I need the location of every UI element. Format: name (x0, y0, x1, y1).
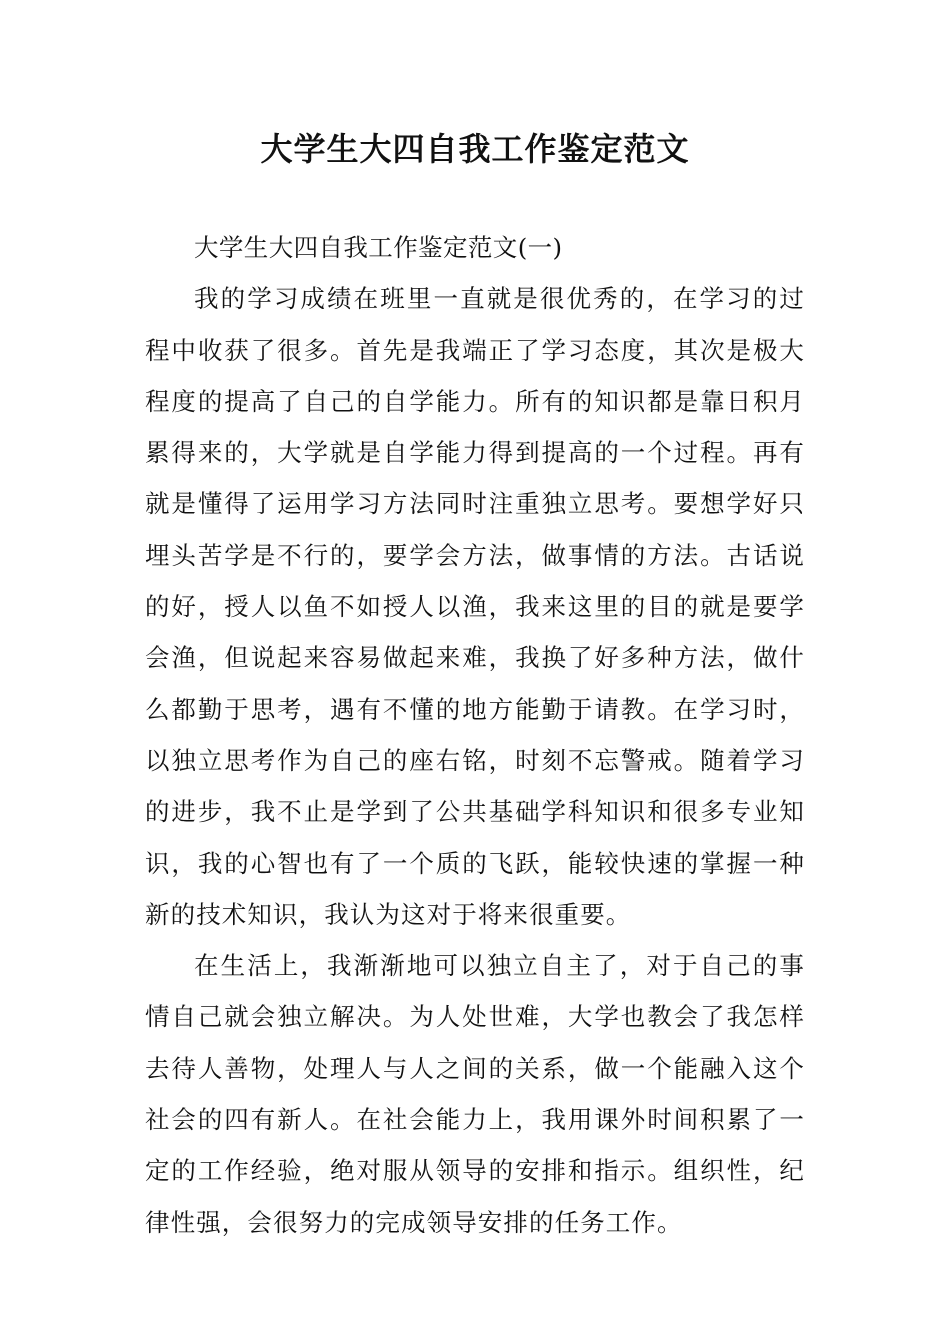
document-body (145, 222, 805, 1248)
paragraph-life: 在生活上，我渐渐地可以独立自主了，对于自己的事情自己就会独立解决。为人处世难，大学也教会了我怎样去待人善物，处理人与人之间的关系，做一个能融入这个社会的四有新人。在社会能力上，我用课外时间积累了一定的工作经验，绝对服从领导的安排和指示。组织性，纪律性强，会很努力的完成领导安排的任务工作。 (145, 951, 805, 1237)
section-subheading: 大学生大四自我工作鉴定范文(一) (194, 233, 563, 262)
paragraph-study: 我的学习成绩在班里一直就是很优秀的，在学习的过程中收获了很多。首先是我端正了学习态度，其次是极大程度的提高了自己的自学能力。所有的知识都是靠日积月累得来的，大学就是自学能力得到提高的一个过程。再有就是懂得了运用学习方法同时注重独立思考。要想学好只埋头苦学是不行的，要学会方法，做事情的方法。古话说的好，授人以鱼不如授人以渔，我来这里的目的就是要学会渔，但说起来容易做起来难，我换了好多种方法，做什么都勤于思考，遇有不懂的地方能勤于请教。在学习时，以独立思考作为自己的座右铭，时刻不忘警戒。随着学习的进步，我不止是学到了公共基础学科知识和很多专业知识，我的心智也有了一个质的飞跃，能较快速的掌握一种新的技术知识，我认为这对于将来很重要。 (145, 284, 805, 929)
document-title: 大学生大四自我工作鉴定范文 (260, 130, 690, 168)
